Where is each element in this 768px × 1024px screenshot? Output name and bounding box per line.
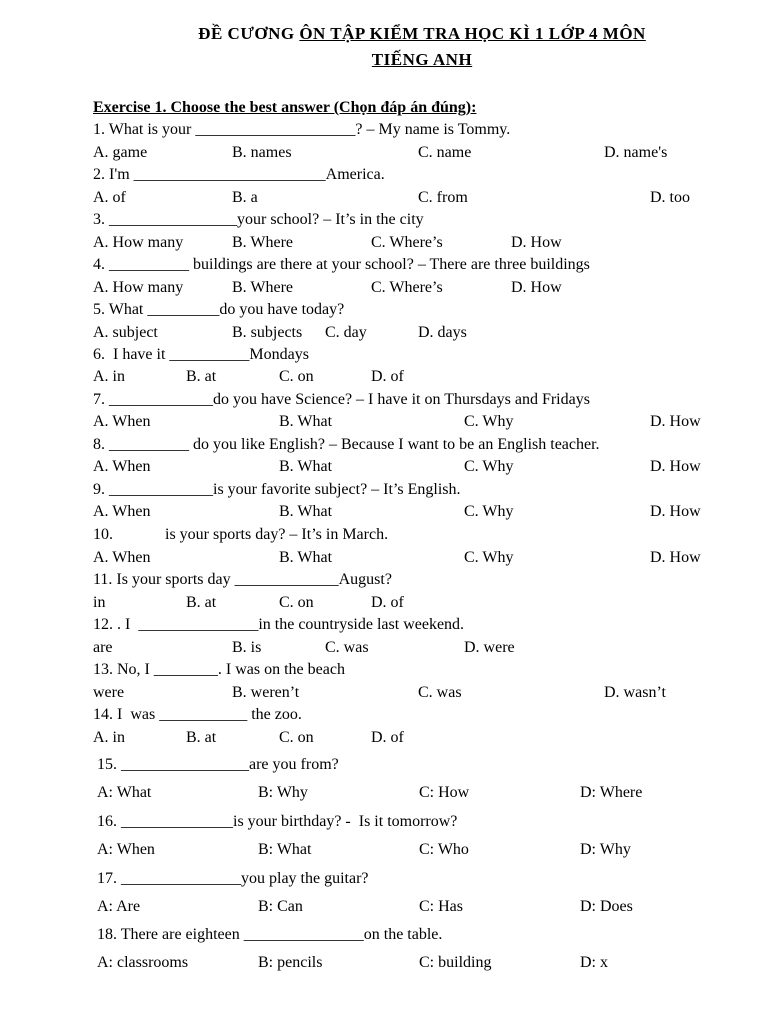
question-15: 15. ________________are you from? [97, 756, 339, 773]
question-18: 18. There are eighteen _______________on the table. [97, 926, 443, 943]
question-9-option-d: D. How [650, 503, 701, 520]
question-16: 16. ______________is your birthday? - Is it tomorrow? [97, 813, 458, 830]
question-6-option-d: D. of [371, 368, 404, 385]
question-17-option-b: B: Can [258, 898, 303, 915]
question-5-option-a: A. subject [93, 324, 158, 341]
question-1-option-c: C. name [418, 144, 472, 161]
question-7-option-d: D. How [650, 413, 701, 430]
question-8-option-a: A. When [93, 458, 151, 475]
question-12-option-a: are [93, 639, 113, 656]
question-11-option-c: C. on [279, 594, 314, 611]
question-13-option-a: were [93, 684, 125, 701]
question-10-option-d: D. How [650, 549, 701, 566]
question-14-option-a: A. in [93, 729, 125, 746]
question-12-option-d: D. were [464, 639, 515, 656]
title-prefix: ĐỀ CƯƠNG [198, 24, 300, 43]
question-3-option-a: A. How many [93, 234, 184, 251]
question-15-option-b: B: Why [258, 784, 308, 801]
question-7-option-a: A. When [93, 413, 151, 430]
question-8: 8. __________ do you like English? – Because I want to be an English teacher. [93, 436, 600, 453]
question-4-option-d: D. How [511, 279, 562, 296]
question-13: 13. No, I ________. I was on the beach [93, 661, 345, 678]
question-11-option-a: in [93, 594, 106, 611]
question-15-option-a: A: What [97, 784, 152, 801]
question-12-option-b: B. is [232, 639, 262, 656]
question-15-option-d: D: Where [580, 784, 643, 801]
document-title-line-1 [92, 21, 752, 47]
question-17: 17. _______________you play the guitar? [97, 870, 369, 887]
question-6: 6. I have it __________Mondays [93, 346, 309, 363]
question-5: 5. What _________do you have today? [93, 301, 345, 318]
question-11: 11. Is your sports day _____________August? [93, 571, 392, 588]
question-4-option-a: A. How many [93, 279, 184, 296]
question-16-option-b: B: What [258, 841, 312, 858]
question-11-option-d: D. of [371, 594, 404, 611]
question-16-option-c: C: Who [419, 841, 469, 858]
question-9-option-b: B. What [279, 503, 333, 520]
question-6-option-a: A. in [93, 368, 125, 385]
question-3-option-d: D. How [511, 234, 562, 251]
question-1: 1. What is your ____________________? – My name is Tommy. [93, 121, 511, 138]
question-17-option-a: A: Are [97, 898, 141, 915]
question-11-option-b: B. at [186, 594, 217, 611]
document-title-line-2: TIẾNG ANH [371, 50, 473, 69]
question-9-option-c: C. Why [464, 503, 514, 520]
question-4-option-c: C. Where’s [371, 279, 443, 296]
question-12: 12. . I _______________in the countryside last weekend. [93, 616, 465, 633]
question-18-option-b: B: pencils [258, 954, 323, 971]
question-8-option-d: D. How [650, 458, 701, 475]
question-8-option-b: B. What [279, 458, 333, 475]
question-4: 4. __________ buildings are there at your school? – There are three buildings [93, 256, 590, 273]
question-18-option-a: A: classrooms [97, 954, 189, 971]
question-1-option-b: B. names [232, 144, 292, 161]
question-9: 9. _____________is your favorite subject? – It’s English. [93, 481, 461, 498]
question-12-option-c: C. was [325, 639, 369, 656]
question-8-option-c: C. Why [464, 458, 514, 475]
question-13-option-c: C. was [418, 684, 462, 701]
question-13-option-d: D. wasn’t [604, 684, 666, 701]
question-5-option-c: C. day [325, 324, 367, 341]
question-13-option-b: B. weren’t [232, 684, 300, 701]
question-6-option-c: C. on [279, 368, 314, 385]
question-10-option-c: C. Why [464, 549, 514, 566]
question-2: 2. I'm ________________________America. [93, 166, 385, 183]
question-14-option-c: C. on [279, 729, 314, 746]
question-15-option-c: C: How [419, 784, 470, 801]
question-7: 7. _____________do you have Science? – I have it on Thursdays and Fridays [93, 391, 590, 408]
question-2-option-c: C. from [418, 189, 468, 206]
title-underlined: ÔN TẬP KIỂM TRA HỌC KÌ 1 LỚP 4 MÔN [299, 24, 646, 43]
question-1-option-d: D. name's [604, 144, 668, 161]
question-16-option-a: A: When [97, 841, 155, 858]
question-14-option-d: D. of [371, 729, 404, 746]
question-7-option-c: C. Why [464, 413, 514, 430]
question-10: 10. is your sports day? – It’s in March. [93, 526, 389, 543]
question-17-option-d: D: Does [580, 898, 633, 915]
question-2-option-d: D. too [650, 189, 690, 206]
question-14-option-b: B. at [186, 729, 217, 746]
question-3: 3. ________________your school? – It’s in the city [93, 211, 424, 228]
question-6-option-b: B. at [186, 368, 217, 385]
question-1-option-a: A. game [93, 144, 148, 161]
question-3-option-b: B. Where [232, 234, 294, 251]
question-16-option-d: D: Why [580, 841, 631, 858]
exercise-heading: Exercise 1. Choose the best answer (Chọn đáp án đúng): [93, 99, 477, 116]
question-3-option-c: C. Where’s [371, 234, 443, 251]
question-2-option-a: A. of [93, 189, 126, 206]
question-18-option-d: D: x [580, 954, 608, 971]
question-5-option-d: D. days [418, 324, 467, 341]
question-10-option-a: A. When [93, 549, 151, 566]
question-2-option-b: B. a [232, 189, 258, 206]
question-7-option-b: B. What [279, 413, 333, 430]
question-4-option-b: B. Where [232, 279, 294, 296]
question-17-option-c: C: Has [419, 898, 463, 915]
question-18-option-c: C: building [419, 954, 492, 971]
question-14: 14. I was ___________ the zoo. [93, 706, 302, 723]
question-9-option-a: A. When [93, 503, 151, 520]
question-5-option-b: B. subjects [232, 324, 303, 341]
question-10-option-b: B. What [279, 549, 333, 566]
